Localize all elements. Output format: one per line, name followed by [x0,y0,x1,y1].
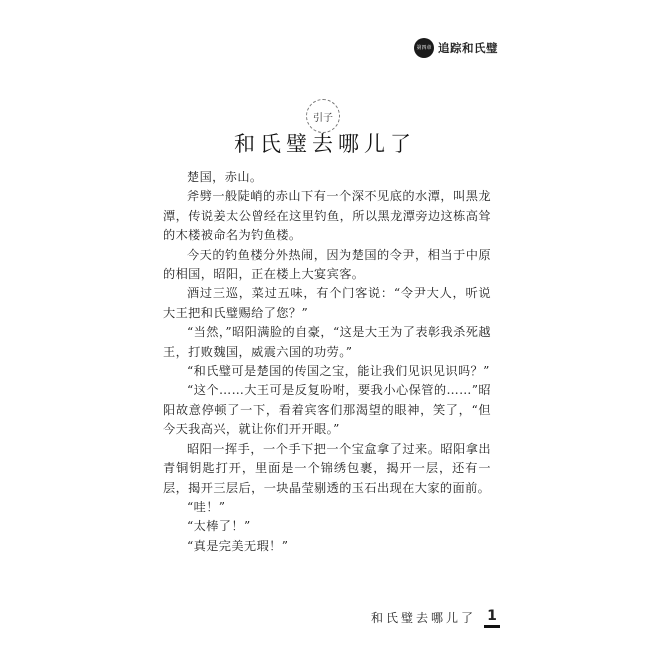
paragraph: “当然，”昭阳满脸的自豪，“这是大王为了表彰我杀死越王，打败魏国，威震六国的功劳。” [163,325,491,359]
running-footer [371,608,500,628]
paragraph: 酒过三巡，菜过五味，有个门客说：“令尹大人，听说大王把和氏璧赐给了您？” [163,286,491,320]
paragraph: 斧劈一般陡峭的赤山下有一个深不见底的水潭，叫黑龙潭，传说姜太公曾经在这里钓鱼，所以黑龙潭旁边这栋高耸的木楼被命名为钓鱼楼。 [163,189,491,243]
paragraph: 昭阳一挥手，一个手下把一个宝盒拿了过来。昭阳拿出青铜钥匙打开，里面是一个锦绣包裹，揭开一层，还有一层，揭开三层后，一块晶莹剔透的玉石出现在大家的面前。 [163,441,491,495]
paragraph: “哇！” [187,499,226,514]
section-title: 和氏璧去哪儿了 [234,132,416,156]
paragraph: “这个……大王可是反复吩咐，要我小心保管的……”昭阳故意停顿了一下，看着宾客们那渴望的眼神，笑了，“但今天我高兴，就让你们开开眼。” [163,383,491,437]
page-number-block [484,608,500,628]
chapter-title: 追踪和氏璧 [438,41,498,55]
chapter-badge: 第四章 [414,38,434,58]
paragraph: “太棒了！” [187,519,251,534]
page-number: 1 [487,608,497,624]
running-header [414,38,498,58]
page-number-underline [484,625,500,628]
footer-title: 和氏璧去哪儿了 [370,611,476,625]
paragraph: 今天的钓鱼楼分外热闹，因为楚国的令尹，相当于中原的相国，昭阳，正在楼上大宴宾客。 [163,247,491,282]
body-text [163,168,491,556]
paragraph: 楚国，赤山。 [187,170,263,184]
paragraph: “真是完美无瑕！” [187,538,289,553]
section-label: 引子 [306,99,340,133]
paragraph: “和氏璧可是楚国的传国之宝，能让我们见识见识吗？” [187,364,490,379]
